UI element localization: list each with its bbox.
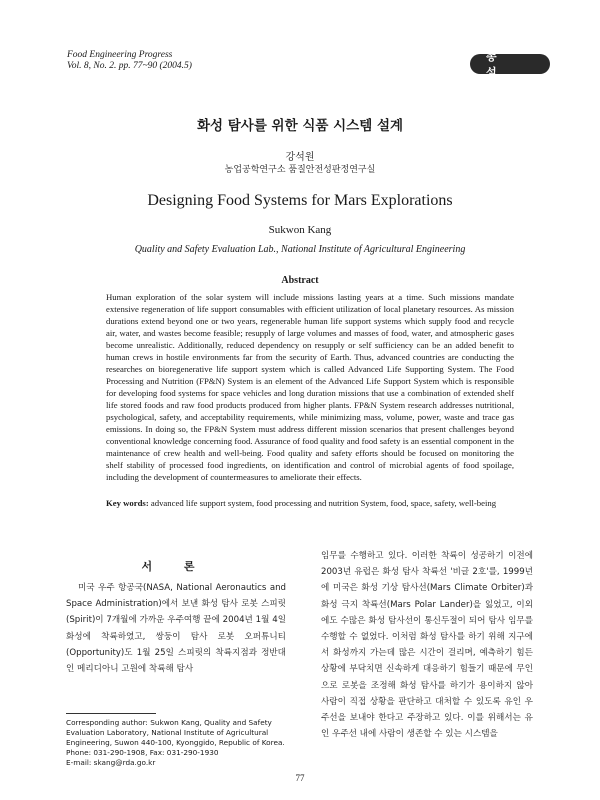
footnote-author: Corresponding author: Sukwon Kang, Quality and Safety Evaluation Laboratory, National Institute of Agricultural Engineering, Suwon 440-100, Kyonggido, Republic of Korea. xyxy=(66,718,285,747)
abstract-heading: Abstract xyxy=(281,275,319,286)
keywords xyxy=(106,497,514,509)
journal-volume: Vol. 8, No. 2. pp. 77~90 (2004.5) xyxy=(67,61,192,71)
journal-citation xyxy=(67,50,192,72)
korean-affiliation: 농업공학연구소 품질안전성판정연구실 xyxy=(224,165,376,175)
body-left-column: 미국 우주 항공국(NASA, National Aeronautics and Space Administration)에서 보낸 화성 탐사 로봇 스피릿(Spirit)이 7개월에 가까운 우주여행 끝에 2004년 1월 4일 화성에 착륙하였고, 쌍둥이 탐사 로봇 오퍼튜니티(Opportunity)도 1월 25일 스피릿의 착륙지점과 정반대인 메리디아니 고원에 착륙해 탐사 xyxy=(66,583,286,675)
page-number: 77 xyxy=(295,773,305,783)
keywords-text: advanced life support system, food processing and nutrition System, food, space, safety, well-being xyxy=(148,498,497,508)
review-badge: 총 설 xyxy=(470,54,550,74)
abstract-body: Human exploration of the solar system will include missions lasting years at a time. Such missions mandate extensive regeneration of life support consumables with efficient utilization of local planetary resources. As mission durations extend beyond one or two years, regenerable human life support systems which supply food and recycle air, water, and wastes become feasible; resupply of large volumes and masses of food, water, and atmospheric gases become unrealistic. Additionally, reduced dependency on resupply or self sufficiency can be an added benefit to human crews in hostile environments far from the security of Earth. Thus, advanced countries are conducting the researches on bioregenerative life support system which is called Advanced Life Supporting System. The Food Processing and Nutrition (FP&N) System is an element of the Advanced Life Support System which is responsible for developing food systems for space vehicles and long duration missions that use a combination of extended shelf life stored foods and raw food products produced from higher plants. FP&N System research addresses nutritional, psychological, safety, and acceptability requirements, while minimizing mass, volume, power, waste and trace gas emissions. In doing so, the FP&N System must address different mission scenarios that present challenges beyond conventional knowledge concerning food. Assurance of food quality and food safety is an essential component in the maintenance of crew health and well-being. Food quality and safety efforts should be focused on monitoring the shelf stability of processed food ingredients, on identification and control of microbial agents of food spoilage, including the development of countermeasures to ameliorate their effects. xyxy=(106,292,514,482)
footnote-phone: Phone: 031-290-1908, Fax: 031-290-1930 xyxy=(66,748,219,757)
footnote-email: E-mail: skang@rda.go.kr xyxy=(66,758,156,767)
section-heading: 서 론 xyxy=(141,560,209,573)
keywords-label: Key words: xyxy=(106,498,149,508)
body-right-column: 임무를 수행하고 있다. 이러한 착륙이 성공하기 이전에 2003년 유럽은 화성 탐사 착륙선 '비글 2호'를, 1999년에 미국은 화성 기상 탐사선(Mars Climate Orbiter)과 화성 극지 착륙선(Mars Polar Lander)을 잃었고, 이외에도 수많은 화성 탐사선이 통신두절이 되어 탐사 임무를 수행할 수 없었다. 이처럼 화성 탐사를 하기 위해 지구에서 화성까지 가는데 많은 시간이 걸리며, 예측하기 힘든 상황에 부닥치면 신속하게 대응하기 힘들기 때문에 무인으로 로봇을 조정해 화성 탐사를 하기가 용이하지 않아 사람이 직접 상황을 판단하고 대처할 수 있도록 유인 우주선을 보내야 한다고 주장하고 있다. 이를 위해서는 유인 우주선 내에 사람이 생존할 수 있는 시스템을 xyxy=(321,551,533,740)
korean-title: 화성 탐사를 위한 식품 시스템 설계 xyxy=(196,118,404,134)
korean-author: 강석원 xyxy=(285,152,315,163)
footnote-divider xyxy=(66,713,156,714)
footnote xyxy=(66,718,291,768)
english-author: Sukwon Kang xyxy=(268,224,332,236)
english-title: Designing Food Systems for Mars Explorations xyxy=(147,192,453,209)
journal-name: Food Engineering Progress xyxy=(67,50,173,60)
english-affiliation: Quality and Safety Evaluation Lab., National Institute of Agricultural Engineering xyxy=(134,244,466,255)
